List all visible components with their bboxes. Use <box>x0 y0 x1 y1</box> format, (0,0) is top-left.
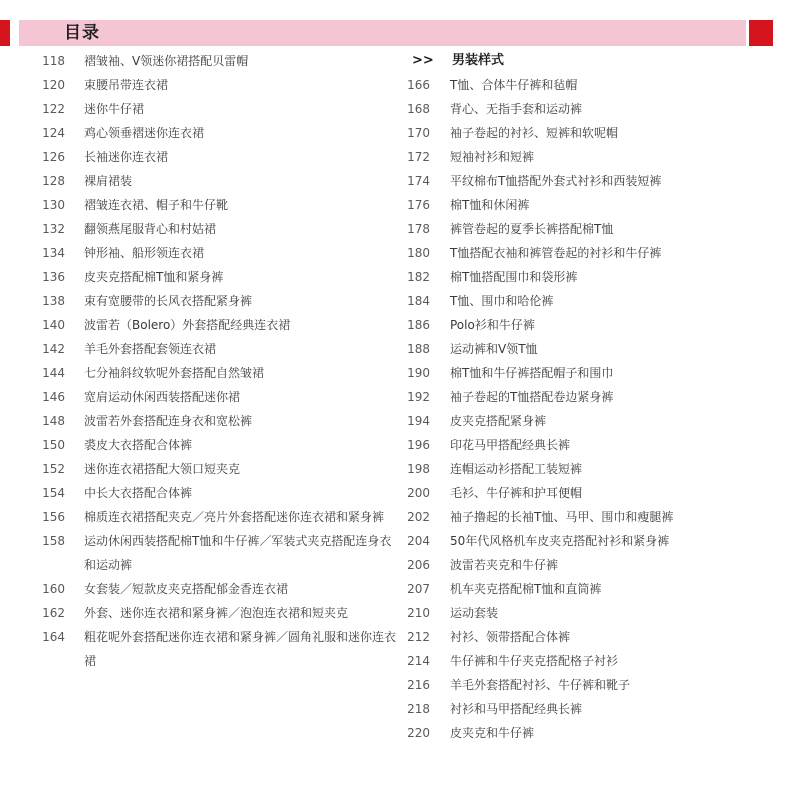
toc-entry[interactable] <box>400 385 790 409</box>
toc-entry[interactable] <box>400 697 790 721</box>
toc-entry-title: 外套、迷你连衣裙和紧身裤／泡泡连衣裙和短夹克 <box>84 606 349 620</box>
toc-entry-title: 束有宽腰带的长风衣搭配紧身裤 <box>84 294 253 308</box>
toc-page-number: 204 <box>407 534 430 548</box>
toc-entry-title: 粗花呢外套搭配迷你连衣裙和紧身裤／圆角礼服和迷你连衣裙 <box>84 630 397 668</box>
toc-entry[interactable] <box>0 169 400 193</box>
toc-entry[interactable] <box>0 385 400 409</box>
toc-page-number: 128 <box>42 174 65 188</box>
toc-entry[interactable] <box>0 145 400 169</box>
toc-entry-title: 皮夹克搭配棉T恤和紧身裤 <box>84 270 224 284</box>
toc-entry-title: 背心、无指手套和运动裤 <box>450 102 583 116</box>
toc-page-number: 182 <box>407 270 430 284</box>
toc-page-number: 146 <box>42 390 65 404</box>
toc-right-column <box>400 49 790 745</box>
toc-page-number: 120 <box>42 78 65 92</box>
toc-page-number: 152 <box>42 462 65 476</box>
toc-entry-title: 迷你牛仔裙 <box>84 102 145 116</box>
page-title: 目录 <box>64 23 100 43</box>
toc-page-number: 160 <box>42 582 65 596</box>
toc-page-number: 126 <box>42 150 65 164</box>
toc-page-number: 218 <box>407 702 430 716</box>
toc-entry-title: 宽肩运动休闲西装搭配迷你裙 <box>84 390 241 404</box>
toc-page-number: 130 <box>42 198 65 212</box>
toc-page-number: 206 <box>407 558 430 572</box>
toc-entry[interactable] <box>0 481 400 505</box>
toc-entry[interactable] <box>400 169 790 193</box>
toc-page-number: 162 <box>42 606 65 620</box>
toc-entry-title: 印花马甲搭配经典长裤 <box>450 438 571 452</box>
toc-entry[interactable] <box>0 289 400 313</box>
toc-entry-title: 运动套装 <box>450 606 499 620</box>
toc-entry[interactable] <box>0 529 400 577</box>
header-bar <box>0 20 790 46</box>
toc-page-number: 212 <box>407 630 430 644</box>
toc-entry-title: 50年代风格机车皮夹克搭配衬衫和紧身裤 <box>450 534 670 548</box>
toc-page-number: 196 <box>407 438 430 452</box>
toc-entry-title: 中长大衣搭配合体裤 <box>84 486 193 500</box>
toc-entry-title: 皮夹克和牛仔裤 <box>450 726 535 740</box>
toc-page-number: 207 <box>407 582 430 596</box>
toc-entry-title: 钟形袖、船形领连衣裙 <box>84 246 205 260</box>
toc-entry[interactable] <box>0 241 400 265</box>
toc-entry[interactable] <box>400 313 790 337</box>
toc-entry[interactable] <box>0 313 400 337</box>
toc-entry[interactable] <box>400 97 790 121</box>
toc-page-number: 166 <box>407 78 430 92</box>
toc-page-number: 136 <box>42 270 65 284</box>
toc-entry-title: 棉T恤和牛仔裤搭配帽子和围巾 <box>450 366 614 380</box>
toc-page-number: 198 <box>407 462 430 476</box>
toc-entry[interactable] <box>0 409 400 433</box>
toc-entry[interactable] <box>0 457 400 481</box>
section-title: 男装样式 <box>452 53 505 68</box>
toc-page-number: 154 <box>42 486 65 500</box>
toc-page-number: 184 <box>407 294 430 308</box>
toc-entry[interactable] <box>400 193 790 217</box>
toc-page-number: 144 <box>42 366 65 380</box>
toc-entry[interactable] <box>400 217 790 241</box>
toc-entry-title: 皮夹克搭配紧身裤 <box>450 414 547 428</box>
toc-entry[interactable] <box>0 361 400 385</box>
toc-entry[interactable] <box>400 481 790 505</box>
toc-entry-title: T恤搭配衣袖和裤管卷起的衬衫和牛仔裤 <box>450 246 662 260</box>
toc-entry[interactable] <box>400 553 790 577</box>
toc-entry-title: 衬衫、领带搭配合体裤 <box>450 630 571 644</box>
toc-entry-title: 波雷若（Bolero）外套搭配经典连衣裙 <box>84 318 291 332</box>
toc-entry[interactable] <box>0 73 400 97</box>
toc-entry[interactable] <box>400 337 790 361</box>
toc-entry-title: 棉T恤搭配围巾和袋形裤 <box>450 270 578 284</box>
toc-entry-title: 褶皱连衣裙、帽子和牛仔靴 <box>84 198 229 212</box>
toc-page-number: 150 <box>42 438 65 452</box>
toc-entry-title: 牛仔裤和牛仔夹克搭配格子衬衫 <box>450 654 619 668</box>
header-accent-left <box>0 20 10 46</box>
toc-entry[interactable] <box>400 73 790 97</box>
toc-entry[interactable] <box>400 625 790 649</box>
toc-entry[interactable] <box>0 49 400 73</box>
header-band <box>19 20 746 46</box>
toc-entry[interactable] <box>400 361 790 385</box>
toc-entry-title: 羊毛外套搭配衬衫、牛仔裤和靴子 <box>450 678 631 692</box>
toc-entry-title: 长袖迷你连衣裙 <box>84 150 169 164</box>
toc-page-number: 176 <box>407 198 430 212</box>
toc-page-number: 168 <box>407 102 430 116</box>
toc-entry-title: 平纹棉布T恤搭配外套式衬衫和西装短裤 <box>450 174 662 188</box>
toc-entry-title: 衬衫和马甲搭配经典长裤 <box>450 702 583 716</box>
toc-entry-title: 波雷若夹克和牛仔裤 <box>450 558 559 572</box>
toc-page-number: 190 <box>407 366 430 380</box>
toc-entry[interactable] <box>0 577 400 601</box>
toc-page-number: 180 <box>407 246 430 260</box>
toc-entry[interactable] <box>400 145 790 169</box>
toc-page-number: 216 <box>407 678 430 692</box>
toc-entry[interactable] <box>400 577 790 601</box>
toc-entry-title: 束腰吊带连衣裙 <box>84 78 169 92</box>
toc-entry-title: 女套装／短款皮夹克搭配郁金香连衣裙 <box>84 582 289 596</box>
toc-entry[interactable] <box>0 505 400 529</box>
toc-entry-title: 毛衫、牛仔裤和护耳便帽 <box>450 486 583 500</box>
toc-entry[interactable] <box>400 265 790 289</box>
toc-entry-title: 袖子卷起的T恤搭配卷边紧身裤 <box>450 390 614 404</box>
toc-page-number: 186 <box>407 318 430 332</box>
toc-page-number: 118 <box>42 54 65 68</box>
section-marker: >> <box>412 53 434 68</box>
toc-entry-title: 短袖衬衫和短裤 <box>450 150 535 164</box>
toc-page-number: 138 <box>42 294 65 308</box>
toc-entry[interactable] <box>0 337 400 361</box>
toc-page-number: 192 <box>407 390 430 404</box>
toc-page-number: 214 <box>407 654 430 668</box>
toc-page-number: 158 <box>42 534 65 548</box>
toc-page-number: 174 <box>407 174 430 188</box>
toc-entry[interactable] <box>0 97 400 121</box>
toc-page-number: 140 <box>42 318 65 332</box>
toc-page-number: 142 <box>42 342 65 356</box>
toc-entry[interactable] <box>0 193 400 217</box>
toc-page-number: 220 <box>407 726 430 740</box>
toc-entry[interactable] <box>0 433 400 457</box>
toc-page-number: 178 <box>407 222 430 236</box>
toc-entry-title: T恤、围巾和哈伦裤 <box>450 294 554 308</box>
toc-entry[interactable] <box>0 121 400 145</box>
toc-page-number: 156 <box>42 510 65 524</box>
toc-page-number: 210 <box>407 606 430 620</box>
toc-entry-title: 翻领燕尾服背心和村姑裙 <box>84 222 217 236</box>
toc-entry-title: 鸡心领垂褶迷你连衣裙 <box>84 126 205 140</box>
toc-entry[interactable] <box>400 457 790 481</box>
toc-page-number: 124 <box>42 126 65 140</box>
toc-entry[interactable] <box>400 121 790 145</box>
section-heading-menswear <box>400 49 790 73</box>
toc-entry-title: T恤、合体牛仔裤和毡帽 <box>450 78 578 92</box>
toc-entry-title: 运动裤和V领T恤 <box>450 342 538 356</box>
toc-entry[interactable] <box>0 217 400 241</box>
toc-entry[interactable] <box>400 505 790 529</box>
toc-page-number: 202 <box>407 510 430 524</box>
toc-page-number: 170 <box>407 126 430 140</box>
toc-entry-title: 裘皮大衣搭配合体裤 <box>84 438 193 452</box>
toc-entry-title: 运动休闲西装搭配棉T恤和牛仔裤／军装式夹克搭配连身衣和运动裤 <box>84 534 392 572</box>
toc-left-column <box>0 49 400 673</box>
toc-page-number: 194 <box>407 414 430 428</box>
toc-entry-title: 七分袖斜纹软呢外套搭配自然皱裙 <box>84 366 265 380</box>
toc-entry-title: 裤管卷起的夏季长裤搭配棉T恤 <box>450 222 614 236</box>
toc-page-number: 132 <box>42 222 65 236</box>
toc-right-list <box>400 73 790 745</box>
header-accent-right <box>749 20 773 46</box>
toc-entry[interactable] <box>0 625 400 673</box>
toc-page-number: 188 <box>407 342 430 356</box>
toc-entry[interactable] <box>400 433 790 457</box>
toc-entry-title: 棉质连衣裙搭配夹克／亮片外套搭配迷你连衣裙和紧身裤 <box>84 510 385 524</box>
toc-entry-title: 袖子撸起的长袖T恤、马甲、围巾和瘦腿裤 <box>450 510 674 524</box>
toc-entry-title: 褶皱袖、V领迷你裙搭配贝雷帽 <box>84 54 249 68</box>
toc-entry[interactable] <box>400 649 790 673</box>
toc-entry[interactable] <box>400 529 790 553</box>
toc-entry[interactable] <box>400 601 790 625</box>
toc-entry[interactable] <box>0 601 400 625</box>
toc-entry[interactable] <box>0 265 400 289</box>
toc-entry-title: 机车夹克搭配棉T恤和直筒裤 <box>450 582 602 596</box>
toc-entry-title: 波雷若外套搭配连身衣和宽松裤 <box>84 414 253 428</box>
toc-entry[interactable] <box>400 289 790 313</box>
toc-entry-title: 袖子卷起的衬衫、短裤和软呢帽 <box>450 126 619 140</box>
toc-page-number: 164 <box>42 630 65 644</box>
toc-page-number: 134 <box>42 246 65 260</box>
toc-page-number: 200 <box>407 486 430 500</box>
toc-entry-title: 羊毛外套搭配套领连衣裙 <box>84 342 217 356</box>
toc-entry-title: 连帽运动衫搭配工装短裤 <box>450 462 583 476</box>
toc-entry[interactable] <box>400 409 790 433</box>
toc-entry-title: 裸肩裙装 <box>84 174 133 188</box>
toc-entry-title: Polo衫和牛仔裤 <box>450 318 535 332</box>
toc-entry[interactable] <box>400 673 790 697</box>
toc-page-number: 172 <box>407 150 430 164</box>
toc-page-number: 148 <box>42 414 65 428</box>
toc-entry-title: 棉T恤和休闲裤 <box>450 198 530 212</box>
toc-entry[interactable] <box>400 721 790 745</box>
toc-entry-title: 迷你连衣裙搭配大领口短夹克 <box>84 462 241 476</box>
toc-page-number: 122 <box>42 102 65 116</box>
toc-entry[interactable] <box>400 241 790 265</box>
